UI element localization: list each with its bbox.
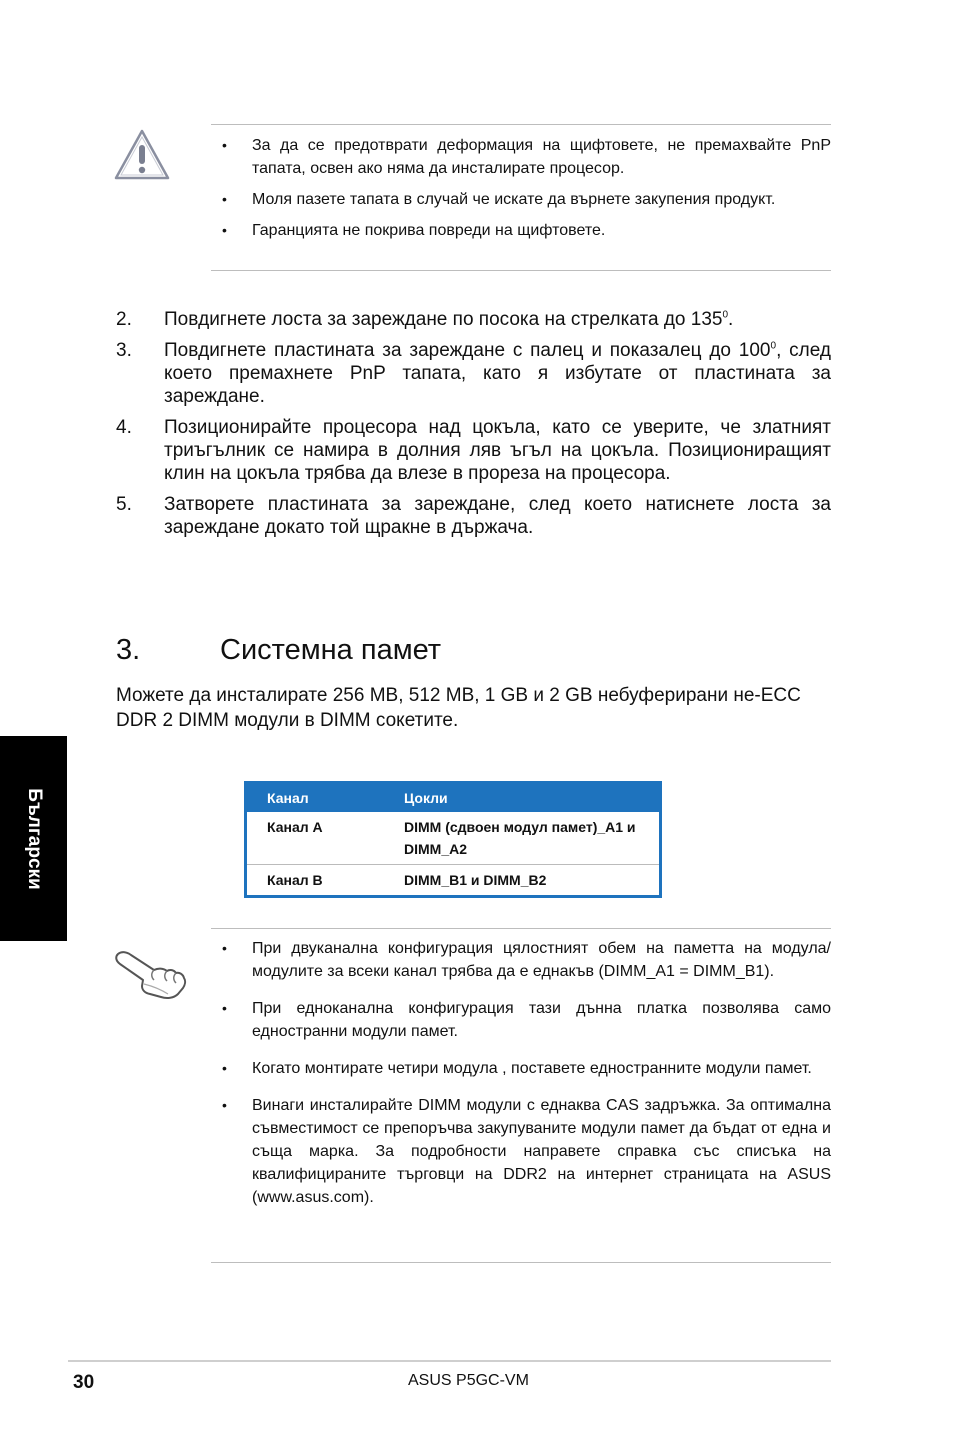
step-number: 4. — [116, 417, 132, 438]
section-number: 3. — [116, 634, 141, 666]
table-cell: Канал A — [267, 819, 323, 835]
warning-note: • Гаранцията не покрива повреди на щифтовете. — [212, 219, 831, 242]
tip-item: • При двуканална конфигурация цялостният обем на паметта на модула/модулите за всеки канал трябва да е еднакъв (DIMM_A1 = DIMM_B1). — [212, 937, 831, 983]
table-header-cell: Канал — [267, 790, 309, 806]
side-tab-label: Български — [23, 787, 45, 890]
tips-list — [212, 937, 831, 1209]
warning-note: • За да се предотврати деформация на щифтовете, не премахвайте PnP тапата, освен ако няма да инсталирате процесор. — [212, 134, 831, 180]
tip-item: • Когато монтирате четири модула , поставете едностранните модули памет. — [212, 1057, 831, 1080]
warning-notes — [212, 134, 831, 242]
tip-item: • Винаги инсталирайте DIMM модули с еднаква CAS задръжка. За оптимална съвместимост се препоръчва закупуваните модули памет да бъдат от една и съща марка. За подробности направете справка със списъка на квалифицираните търговци на DDR2 на интернет страницата на ASUS (www.asus.com). — [212, 1094, 831, 1209]
bullet: • — [222, 222, 227, 238]
tips-top-rule — [211, 928, 831, 929]
tip-item: • При едноканална конфигурация тази дънна платка позволява само едностранни модули памет. — [212, 997, 831, 1043]
table-cell: DIMM_B1 и DIMM_B2 — [404, 872, 547, 888]
warning-bottom-rule — [211, 270, 831, 271]
bullet: • — [222, 191, 227, 207]
warning-top-rule — [211, 124, 831, 125]
warning-triangle-icon — [113, 128, 171, 182]
section-intro: Можете да инсталирате 256 MB, 512 MB, 1 GB и 2 GB небуферирани не-ECC DDR 2 DIMM модули в DIMM сокетите. — [116, 685, 801, 731]
bullet: • — [222, 1097, 227, 1113]
step-item: 5. Затворете пластината за зареждане, след което натиснете лоста за зареждане докато той щракне в държача. — [116, 494, 831, 538]
table-header-row — [247, 784, 659, 812]
page-number: 30 — [73, 1372, 95, 1393]
warning-note: • Моля пазете тапата в случай че искате да върнете закупения продукт. — [212, 188, 831, 211]
section-title: Системна памет — [220, 634, 442, 666]
footer-product-title: ASUS P5GC-VM — [408, 1372, 529, 1389]
pointing-hand-icon — [112, 944, 188, 1000]
tips-bottom-rule — [211, 1262, 831, 1263]
table-cell: DIMM (сдвоен модул памет)_A1 и DIMM_A2 — [404, 819, 636, 857]
table-header-cell: Цокли — [404, 790, 448, 806]
language-side-tab — [0, 736, 67, 941]
step-number: 5. — [116, 494, 132, 515]
step-item: 4. Позиционирайте процесора над цокъла, като се уверите, че златният триъгълник се намира в долния ляв ъгъл на цокъла. Позициониращият клин на цокъла трябва да влезе в прореза на процесора. — [116, 417, 831, 484]
footer-rule — [68, 1360, 831, 1362]
step-item: 3. Повдигнете пластината за зареждане с палец и показалец до $100^0$, след което премахнете PnP тапата, като я избутате от пластината за зареждане. — [116, 340, 831, 407]
installation-steps — [116, 308, 831, 547]
section-heading — [116, 634, 441, 667]
memory-channel-table — [244, 781, 662, 898]
step-number: 3. — [116, 340, 132, 361]
step-item: 2. Повдигнете лоста за зареждане по посока на стрелката до $135^0$. — [116, 309, 734, 330]
table-row — [247, 812, 659, 864]
bullet: • — [222, 1060, 227, 1076]
bullet: • — [222, 137, 227, 153]
bullet: • — [222, 940, 227, 956]
table-cell: Канал B — [267, 872, 323, 888]
step-number: 2. — [116, 309, 132, 330]
table-row — [247, 864, 659, 895]
bullet: • — [222, 1000, 227, 1016]
